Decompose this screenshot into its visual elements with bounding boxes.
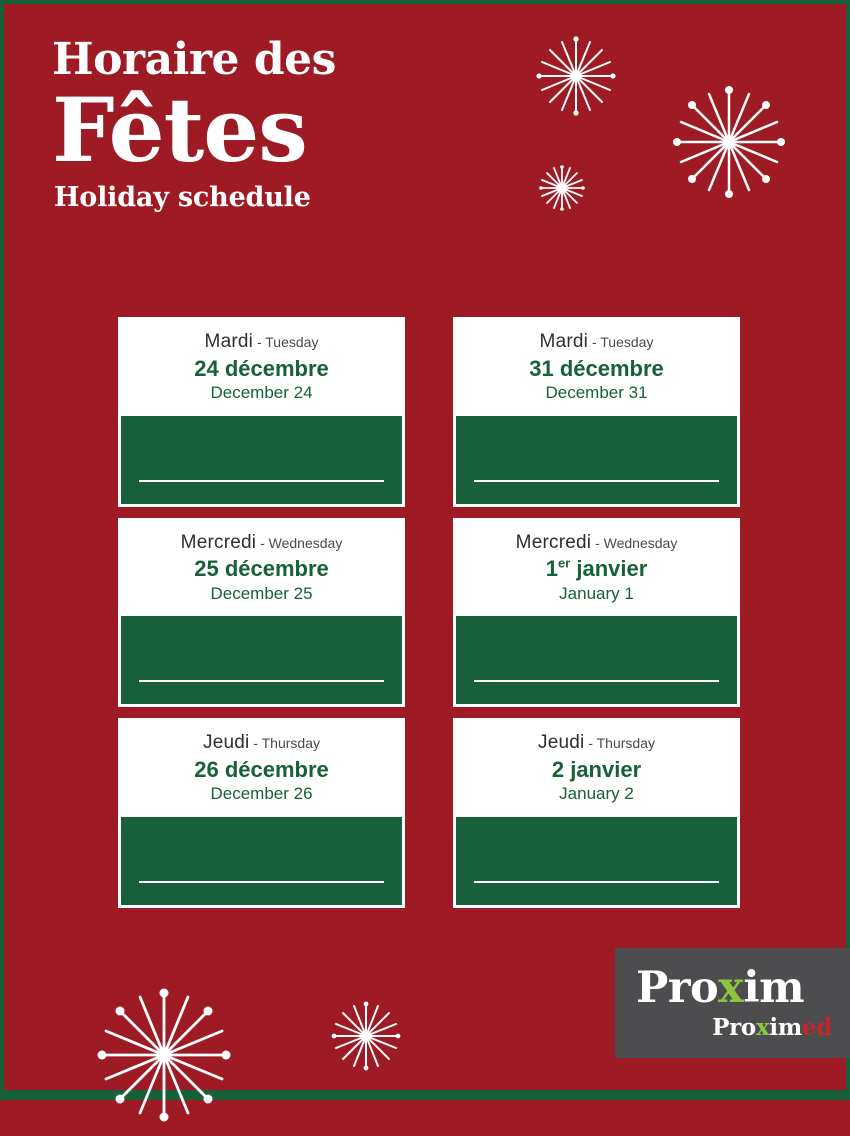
- hours-write-area[interactable]: [121, 416, 402, 504]
- snowflake-icon: [538, 164, 586, 217]
- proxim-logo: [615, 948, 850, 1058]
- schedule-card-header: [456, 521, 737, 617]
- schedule-card-header: [121, 320, 402, 416]
- page-subtitle: Holiday schedule: [54, 181, 311, 213]
- schedule-card: [118, 317, 405, 507]
- day-label-en: Thursday: [261, 735, 320, 752]
- day-label-separator: -: [249, 735, 262, 752]
- write-line: [474, 480, 719, 482]
- page-title-line2: Fêtes: [52, 78, 307, 182]
- day-label-separator: -: [253, 334, 266, 350]
- logo-sub-part2: im: [769, 1014, 802, 1041]
- day-label-fr: Jeudi: [538, 732, 585, 754]
- logo-sub-part1: Pro: [712, 1014, 756, 1041]
- date-label-en: December 25: [210, 583, 313, 603]
- date-label-fr: 25 décembre: [194, 556, 329, 582]
- logo-sub-x-accent: x: [755, 1014, 770, 1041]
- schedule-card: [453, 317, 740, 507]
- date-number: 1: [545, 556, 558, 582]
- day-label-fr: Mercredi: [515, 531, 592, 553]
- page-title-line1: Horaire des: [52, 34, 336, 85]
- day-label-en: Tuesday: [265, 334, 319, 350]
- logo-x-accent: x: [718, 963, 744, 1013]
- poster-header: [52, 34, 336, 213]
- logo-part2: im: [743, 963, 805, 1013]
- logo-sub-part3: ed: [801, 1014, 832, 1041]
- date-label-en: December 26: [210, 784, 313, 804]
- write-line: [139, 480, 384, 482]
- schedule-card-header: [456, 721, 737, 817]
- hours-write-area[interactable]: [456, 817, 737, 905]
- date-label-fr: 31 décembre: [529, 355, 664, 381]
- day-label-en: Tuesday: [600, 334, 654, 350]
- snowflake-icon: [535, 35, 617, 122]
- date-label-en: December 31: [545, 383, 648, 403]
- date-month: janvier: [570, 556, 648, 582]
- date-label-en: January 1: [559, 583, 634, 603]
- day-label-fr: Mardi: [539, 331, 589, 352]
- day-label: [462, 533, 731, 554]
- day-label-separator: -: [591, 534, 604, 551]
- date-label-en: January 2: [559, 784, 634, 804]
- logo-part1: Pro: [636, 963, 719, 1013]
- day-label: [127, 533, 396, 554]
- day-label-fr: Jeudi: [203, 732, 250, 754]
- schedule-grid: [118, 317, 740, 919]
- date-label-fr: [462, 556, 731, 581]
- day-label: [127, 332, 396, 353]
- write-line: [474, 881, 719, 883]
- hours-write-area[interactable]: [121, 817, 402, 905]
- hours-write-area[interactable]: [121, 616, 402, 704]
- day-label-separator: -: [256, 534, 269, 551]
- date-label-fr: 26 décembre: [194, 757, 329, 783]
- schedule-card: [453, 518, 740, 708]
- date-label-fr: 24 décembre: [194, 355, 329, 381]
- logo-sub-wordmark: [712, 1014, 832, 1041]
- logo-wordmark: [636, 963, 804, 1013]
- snowflake-icon: [667, 80, 791, 209]
- day-label-fr: Mercredi: [180, 531, 257, 553]
- schedule-row: [118, 718, 740, 908]
- day-label: [127, 733, 396, 754]
- schedule-row: [118, 518, 740, 708]
- day-label-separator: -: [584, 735, 597, 752]
- date-label-fr: 2 janvier: [551, 757, 642, 783]
- schedule-card: [453, 718, 740, 908]
- schedule-row: [118, 317, 740, 507]
- schedule-card: [118, 718, 405, 908]
- hours-write-area[interactable]: [456, 616, 737, 704]
- day-label-en: Wednesday: [268, 534, 343, 551]
- write-line: [474, 680, 719, 682]
- date-label-en: December 24: [210, 383, 313, 403]
- day-label-en: Wednesday: [603, 534, 678, 551]
- snowflake-icon: [329, 999, 403, 1078]
- schedule-card-header: [121, 521, 402, 617]
- date-ordinal-suffix: er: [557, 556, 571, 572]
- day-label-fr: Mardi: [204, 331, 254, 352]
- write-line: [139, 680, 384, 682]
- write-line: [139, 881, 384, 883]
- snowflake-icon: [88, 979, 240, 1136]
- day-label-separator: -: [588, 334, 601, 350]
- day-label: [462, 733, 731, 754]
- schedule-card-header: [456, 320, 737, 416]
- day-label-en: Thursday: [596, 735, 655, 752]
- hours-write-area[interactable]: [456, 416, 737, 504]
- schedule-card-header: [121, 721, 402, 817]
- day-label: [462, 332, 731, 353]
- schedule-card: [118, 518, 405, 708]
